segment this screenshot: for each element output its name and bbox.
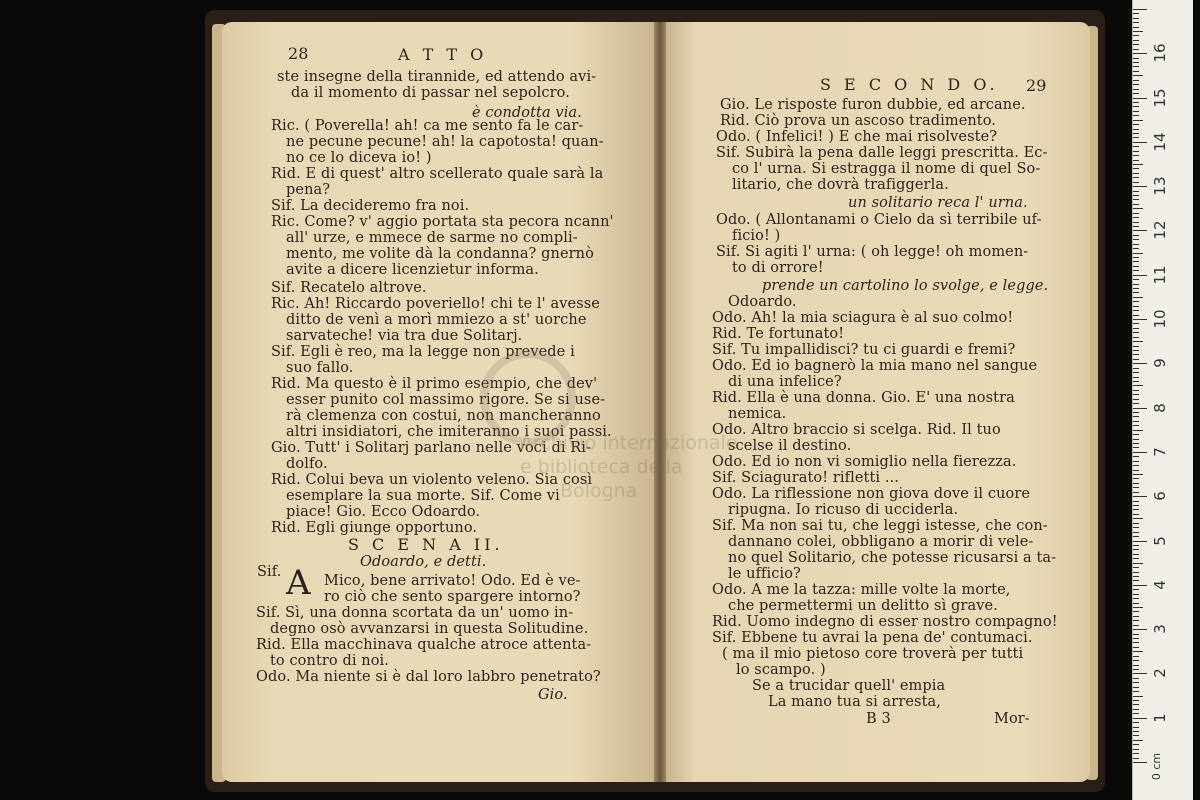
ruler-number: 2 (1151, 668, 1169, 679)
ruler-tick (1133, 687, 1139, 688)
ruler-tick (1133, 328, 1139, 329)
ruler-tick (1133, 168, 1139, 169)
ruler-tick (1133, 270, 1139, 271)
ruler-tick (1133, 673, 1147, 674)
ruler-tick (1133, 616, 1139, 617)
ruler-tick (1133, 275, 1147, 276)
right-page-line: Sif. Ma non sai tu, che leggi istesse, che con- (712, 518, 1048, 534)
left-page-line: esemplare la sua morte. Sif. Come vi (286, 488, 560, 504)
right-page-line: Sif. Ebbene tu avrai la pena de' contumaci. (712, 630, 1033, 646)
ruler-tick (1133, 44, 1139, 45)
ruler-tick (1133, 160, 1139, 161)
ruler-tick (1133, 319, 1147, 320)
right-page-line: lo scampo. ) (736, 662, 826, 678)
ruler-tick (1133, 607, 1143, 608)
measuring-ruler (1132, 0, 1193, 800)
left-page-line: Ric. ( Poverella! ah! ca me sento fa le car- (271, 118, 584, 134)
left-page-line: Gio. Tutt' i Solitarj parlano nelle voci di Ri- (271, 440, 592, 456)
ruler-tick (1133, 377, 1139, 378)
ruler-tick (1133, 173, 1139, 174)
left-page-line: dolfo. (286, 456, 328, 472)
ruler-tick (1133, 634, 1139, 635)
ruler-tick (1133, 474, 1143, 475)
ruler-tick (1133, 704, 1139, 705)
ruler-tick (1133, 372, 1139, 373)
left-page-line: Rid. Ella macchinava qualche atroce attenta- (256, 637, 592, 653)
ruler-tick (1133, 620, 1139, 621)
ruler-tick (1133, 106, 1139, 107)
ruler-tick (1133, 71, 1139, 72)
ruler-tick (1133, 443, 1139, 444)
ruler-number: 4 (1151, 580, 1169, 590)
ruler-tick (1133, 478, 1139, 479)
left-page-line: mento, me volite dà la condanna? gnernò (286, 246, 594, 262)
ruler-tick (1133, 186, 1147, 187)
ruler-tick (1133, 762, 1147, 763)
ruler-tick (1133, 341, 1143, 342)
ruler-number: 5 (1151, 535, 1169, 546)
ruler-tick (1133, 310, 1139, 311)
left-page-line: Rid. Egli giunge opportuno. (271, 520, 478, 536)
right-page-line: co l' urna. Si estragga il nome di quel So- (732, 161, 1041, 177)
ruler-tick (1133, 306, 1139, 307)
ruler-tick (1133, 456, 1139, 457)
left-page-line: to contro di noi. (270, 653, 389, 669)
left-page-line: ro ciò che sento spargere intorno? (324, 589, 581, 605)
ruler-number: 15 (1151, 87, 1169, 108)
ruler-tick (1133, 713, 1139, 714)
right-page-line: B 3 (866, 711, 891, 727)
ruler-tick (1133, 359, 1139, 360)
left-page-line: Gio. (538, 687, 568, 703)
ruler-tick (1133, 155, 1139, 156)
ruler-number: 7 (1151, 447, 1169, 457)
ruler-tick (1133, 439, 1139, 440)
ruler-tick (1133, 501, 1139, 502)
ruler-tick (1133, 120, 1143, 121)
ruler-tick (1133, 461, 1139, 462)
right-page-line: di una infelice? (728, 374, 842, 390)
ruler-tick (1133, 213, 1139, 214)
left-page-line: degno osò avvanzarsi in questa Solitudine. (270, 621, 589, 637)
ruler-tick (1133, 735, 1139, 736)
right-page-line: le ufficio? (728, 566, 801, 582)
right-page-line: scelse il destino. (728, 438, 852, 454)
right-page-line: Odo. Ed io non vi somiglio nella fierezza. (712, 454, 1017, 470)
watermark-line-1: Archivio internazionale (520, 432, 738, 454)
left-page-line: Ric. Ah! Riccardo poveriello! chi te l' avesse (271, 296, 600, 312)
right-page-line: Sif. Tu impallidisci? tu ci guardi e fremi? (712, 342, 1016, 358)
ruler-tick (1133, 749, 1139, 750)
right-page-line: nemica. (728, 406, 787, 422)
right-page-line: litario, che dovrà trafiggerla. (732, 177, 949, 193)
right-page-line: Sif. Sciagurato! rifletti ... (712, 470, 899, 486)
ruler-tick (1133, 261, 1139, 262)
ruler-tick (1133, 709, 1139, 710)
right-page-line: Rid. Uomo indegno di esser nostro compagno! (712, 614, 1058, 630)
right-page-line: ripugna. Io ricuso di ucciderla. (728, 502, 959, 518)
left-page-line: piace! Gio. Ecco Odoardo. (286, 504, 481, 520)
right-page-line: Sif. Subirà la pena dalle leggi prescritta. Ec- (716, 145, 1048, 161)
ruler-tick (1133, 696, 1143, 697)
ruler-tick (1133, 740, 1143, 741)
right-page-line: prende un cartolino lo svolge, e legge. (762, 278, 1049, 294)
ruler-tick (1133, 102, 1139, 103)
ruler-tick (1133, 722, 1139, 723)
ruler-tick (1133, 505, 1139, 506)
ruler-number: 14 (1151, 132, 1169, 152)
ruler-tick (1133, 239, 1139, 240)
left-page-line: ste insegne della tirannide, ed attendo avi- (277, 69, 597, 85)
right-page-line: ( ma il mio pietoso core troverà per tutti (722, 646, 1024, 662)
ruler-tick (1133, 381, 1139, 382)
left-page-line: Rid. Colui beva un violento veleno. Sia così (271, 472, 593, 488)
ruler-tick (1133, 235, 1139, 236)
ruler-tick (1133, 465, 1139, 466)
ruler-tick (1133, 137, 1139, 138)
ruler-tick (1133, 35, 1139, 36)
left-page-line: Sif. Sì, una donna scortata da un' uomo in- (256, 605, 574, 621)
left-running-head: A T T O (398, 45, 488, 64)
ruler-tick (1133, 89, 1139, 90)
ruler-tick (1133, 492, 1139, 493)
ruler-tick (1133, 412, 1139, 413)
left-page-line: Sif. Recatelo altrove. (271, 280, 427, 296)
right-page-line: ficio! ) (732, 228, 781, 244)
right-page-line: Mor- (994, 711, 1030, 727)
ruler-tick (1133, 315, 1139, 316)
left-page-line: da il momento di passar nel sepolcro. (291, 85, 570, 101)
ruler-tick (1133, 368, 1139, 369)
ruler-tick (1133, 594, 1139, 595)
ruler-tick (1133, 129, 1139, 130)
ruler-tick (1133, 199, 1139, 200)
ruler-tick (1133, 691, 1139, 692)
ruler-number: 12 (1151, 220, 1169, 240)
left-page-line: Mico, bene arrivato! Odo. Ed è ve- (324, 573, 581, 589)
ruler-tick (1133, 629, 1147, 630)
ruler-number: 1 (1151, 712, 1169, 723)
ruler-tick (1133, 363, 1147, 364)
ruler-tick (1133, 647, 1139, 648)
left-page-line: Sif. Egli è reo, ma la legge non prevede i (271, 344, 575, 360)
left-page-line: suo fallo. (286, 360, 354, 376)
ruler-tick (1133, 53, 1147, 54)
ruler-tick (1133, 589, 1139, 590)
watermark-line-2: e biblioteca della (520, 456, 683, 478)
ruler-tick (1133, 642, 1139, 643)
ruler-tick (1133, 758, 1139, 759)
right-page-line: un solitario reca l' urna. (848, 195, 1028, 211)
ruler-tick (1133, 208, 1143, 209)
ruler-tick (1133, 576, 1139, 577)
left-page-line: rà clemenza con costui, non mancheranno (286, 408, 601, 424)
ruler-number: 8 (1151, 402, 1169, 413)
ruler-tick (1133, 416, 1139, 417)
left-page-line: A (286, 563, 311, 603)
left-page-number: 28 (288, 44, 309, 63)
ruler-tick (1133, 98, 1147, 99)
ruler-tick (1133, 430, 1143, 431)
ruler-tick (1133, 27, 1139, 28)
ruler-tick (1133, 350, 1139, 351)
left-page-line: avite a dicere licenzietur informa. (286, 262, 539, 278)
ruler-tick (1133, 545, 1139, 546)
ruler-tick (1133, 625, 1139, 626)
ruler-tick (1133, 9, 1147, 10)
ruler-tick (1133, 452, 1147, 453)
ruler-tick (1133, 18, 1139, 19)
ruler-tick (1133, 337, 1139, 338)
left-page-line: Rid. E di quest' altro scellerato quale sarà la (271, 166, 604, 182)
ruler-tick (1133, 727, 1139, 728)
ruler-number: 11 (1151, 265, 1169, 285)
ruler-tick (1133, 399, 1139, 400)
left-page-line: Sif. La decideremo fra noi. (271, 198, 470, 214)
right-running-head: S E C O N D O. (820, 75, 999, 94)
ruler-tick (1133, 665, 1139, 666)
ruler-tick (1133, 323, 1139, 324)
ruler-number: 3 (1151, 624, 1169, 634)
left-page-line: Rid. Ma questo è il primo esempio, che dev' (271, 376, 598, 392)
ruler-tick (1133, 390, 1139, 391)
right-page-line: Rid. Te fortunato! (712, 326, 845, 342)
ruler-tick (1133, 40, 1139, 41)
right-page-number: 29 (1026, 76, 1047, 95)
ruler-tick (1133, 487, 1139, 488)
ruler-tick (1133, 288, 1139, 289)
ruler-tick (1133, 585, 1147, 586)
ruler-tick (1133, 682, 1139, 683)
ruler-tick (1133, 638, 1139, 639)
ruler-tick (1133, 558, 1139, 559)
right-page-line: Odoardo. (728, 294, 797, 310)
left-page-line: no ce lo diceva io! ) (286, 150, 432, 166)
ruler-tick (1133, 651, 1143, 652)
ruler-tick (1133, 49, 1139, 50)
ruler-tick (1133, 284, 1139, 285)
ruler-tick (1133, 58, 1139, 59)
left-page-line: ne pecune pecune! ah! la capotosta! quan- (286, 134, 604, 150)
ruler-tick (1133, 567, 1139, 568)
right-page-line: Sif. Si agiti l' urna: ( oh legge! oh momen- (716, 244, 1029, 260)
left-page-line: è condotta via. (472, 105, 582, 121)
ruler-tick (1133, 718, 1147, 719)
ruler-tick (1133, 483, 1139, 484)
ruler-tick (1133, 164, 1143, 165)
ruler-tick (1133, 177, 1139, 178)
right-page-line: Rid. Ciò prova un ascoso tradimento. (720, 113, 997, 129)
ruler-tick (1133, 301, 1139, 302)
ruler-tick (1133, 111, 1139, 112)
left-page-line: Odo. Ma niente si è dal loro labbro penetrato? (256, 669, 601, 685)
left-page-line: altri insidiatori, che imiteranno i suoi passi. (286, 424, 612, 440)
ruler-tick (1133, 75, 1143, 76)
ruler-tick (1133, 142, 1147, 143)
ruler-tick (1133, 80, 1139, 81)
ruler-tick (1133, 279, 1139, 280)
ruler-tick (1133, 354, 1139, 355)
right-page-line: Se a trucidar quell' empia (752, 678, 946, 694)
ruler-tick (1133, 253, 1143, 254)
ruler-tick (1133, 744, 1139, 745)
ruler-tick (1133, 669, 1139, 670)
right-page-line: La mano tua si arresta, (768, 694, 941, 710)
ruler-tick (1133, 385, 1143, 386)
ruler-tick (1133, 554, 1139, 555)
right-page-line: no quel Solitario, che potesse ricusarsi a ta- (728, 550, 1057, 566)
ruler-tick (1133, 536, 1139, 537)
ruler-number: 13 (1151, 176, 1169, 196)
ruler-unit: 0 cm (1150, 752, 1164, 781)
ruler-tick (1133, 66, 1139, 67)
ruler-tick (1133, 217, 1139, 218)
left-page-line: Sif. (257, 564, 282, 580)
ruler-tick (1133, 434, 1139, 435)
ruler-tick (1133, 230, 1147, 231)
ruler-tick (1133, 421, 1139, 422)
ruler-tick (1133, 115, 1139, 116)
ruler-tick (1133, 31, 1143, 32)
left-page-line: Odoardo, e detti. (360, 554, 487, 570)
left-page-line: Ric. Come? v' aggio portata sta pecora ncann' (271, 214, 614, 230)
ruler-tick (1133, 532, 1139, 533)
ruler-tick (1133, 22, 1139, 23)
ruler-tick (1133, 332, 1139, 333)
ruler-tick (1133, 656, 1139, 657)
right-page-line: to di orrore! (732, 260, 824, 276)
book-gutter (654, 22, 666, 782)
ruler-tick (1133, 146, 1139, 147)
right-page-line: Gio. Le risposte furon dubbie, ed arcane. (720, 97, 1026, 113)
left-page-line: esser punito col massimo rigore. Se si use- (286, 392, 606, 408)
ruler-tick (1133, 523, 1139, 524)
ruler-number: 10 (1151, 309, 1169, 329)
ruler-tick (1133, 204, 1139, 205)
right-page-line: Odo. Altro braccio si scelga. Rid. Il tuo (712, 422, 1001, 438)
ruler-tick (1133, 731, 1139, 732)
ruler-number: 6 (1151, 491, 1169, 501)
ruler-tick (1133, 151, 1139, 152)
ruler-tick (1133, 195, 1139, 196)
ruler-tick (1133, 93, 1139, 94)
right-page-line: Odo. La riflessione non giova dove il cuore (712, 486, 1031, 502)
ruler-tick (1133, 509, 1139, 510)
right-page-line: dannano colei, obbligano a morir di vele- (728, 534, 1034, 550)
ruler-tick (1133, 598, 1139, 599)
right-page-line: Rid. Ella è una donna. Gio. E' una nostra (712, 390, 1015, 406)
ruler-tick (1133, 549, 1139, 550)
left-page-line: all' urze, e mmece de sarme no compli- (286, 230, 578, 246)
ruler-tick (1133, 678, 1139, 679)
ruler-tick (1133, 226, 1139, 227)
ruler-tick (1133, 13, 1139, 14)
ruler-tick (1133, 611, 1139, 612)
ruler-tick (1133, 346, 1139, 347)
ruler-tick (1133, 700, 1139, 701)
left-page-line: pena? (286, 182, 331, 198)
ruler-tick (1133, 660, 1139, 661)
ruler-tick (1133, 292, 1139, 293)
right-page-line: Odo. Ah! la mia sciagura è al suo colmo! (712, 310, 1014, 326)
ruler-tick (1133, 572, 1139, 573)
ruler-tick (1133, 248, 1139, 249)
ruler-tick (1133, 62, 1139, 63)
right-page-line: Odo. ( Infelici! ) E che mai risolveste? (716, 129, 998, 145)
right-page-line: che permettermi un delitto sì grave. (728, 598, 998, 614)
ruler-tick (1133, 514, 1139, 515)
ruler-tick (1133, 425, 1139, 426)
right-page-line: Odo. Ed io bagnerò la mia mano nel sangue (712, 358, 1038, 374)
ruler-tick (1133, 297, 1143, 298)
ruler-tick (1133, 563, 1143, 564)
ruler-tick (1133, 394, 1139, 395)
ruler-tick (1133, 257, 1139, 258)
ruler-tick (1133, 580, 1139, 581)
left-page-line: sarvateche! via tra due Solitarj. (286, 328, 523, 344)
ruler-tick (1133, 541, 1147, 542)
right-page-line: Odo. A me la tazza: mille volte la morte, (712, 582, 1011, 598)
ruler-tick (1133, 191, 1139, 192)
ruler-number: 16 (1151, 43, 1169, 63)
ruler-number: 9 (1151, 358, 1169, 369)
ruler-tick (1133, 182, 1139, 183)
ruler-tick (1133, 403, 1139, 404)
ruler-tick (1133, 133, 1139, 134)
ruler-tick (1133, 518, 1143, 519)
ruler-tick (1133, 447, 1139, 448)
watermark-line-3: Bologna (560, 480, 638, 502)
ruler-tick (1133, 222, 1139, 223)
left-page-line: S C E N A II. (348, 535, 504, 554)
ruler-tick (1133, 84, 1139, 85)
ruler-tick (1133, 244, 1139, 245)
left-page-line: ditto de venì a morì mmiezo a st' uorche (286, 312, 587, 328)
ruler-tick (1133, 408, 1147, 409)
ruler-tick (1133, 753, 1139, 754)
ruler-tick (1133, 527, 1139, 528)
ruler-tick (1133, 603, 1139, 604)
right-page-line: Odo. ( Allontanami o Cielo da sì terribile uf- (716, 212, 1042, 228)
ruler-tick (1133, 266, 1139, 267)
ruler-tick (1133, 496, 1147, 497)
ruler-tick (1133, 124, 1139, 125)
ruler-tick (1133, 470, 1139, 471)
